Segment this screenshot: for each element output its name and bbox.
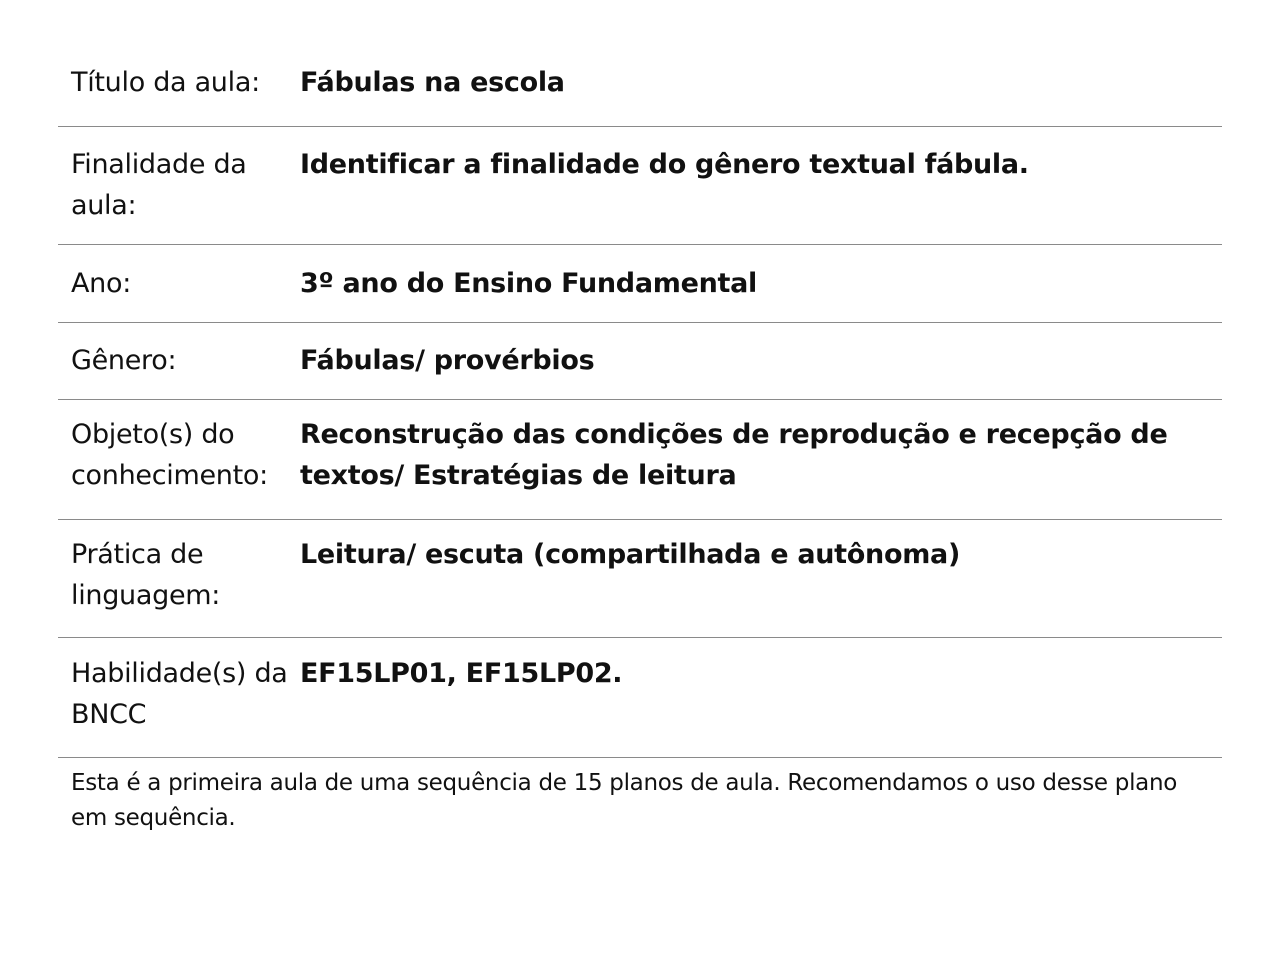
row-value-titulo: Fábulas na escola	[300, 67, 565, 98]
row-label-pratica: Prática de linguagem:	[71, 539, 221, 611]
row-finalidade	[58, 127, 1222, 245]
row-ano	[58, 245, 1222, 323]
row-label-finalidade: Finalidade da aula:	[71, 149, 247, 221]
row-value-pratica: Leitura/ escuta (compartilhada e autônoma)	[300, 539, 961, 570]
row-label-ano: Ano:	[71, 268, 131, 299]
row-value-finalidade: Identificar a finalidade do gênero textual fábula.	[300, 149, 1029, 180]
row-value-genero: Fábulas/ provérbios	[300, 345, 595, 376]
lesson-plan-table	[58, 0, 1222, 836]
sequence-note: Esta é a primeira aula de uma sequência de 15 planos de aula. Recomendamos o uso desse plano em sequência.	[71, 770, 1178, 831]
row-value-objeto: Reconstrução das condições de reprodução e recepção de textos/ Estratégias de leitura	[300, 419, 1168, 491]
row-label-habilidade: Habilidade(s) da BNCC	[71, 658, 288, 730]
row-titulo	[58, 0, 1222, 127]
row-label-genero: Gênero:	[71, 345, 177, 376]
row-pratica	[58, 520, 1222, 638]
row-objeto	[58, 400, 1222, 520]
row-genero	[58, 323, 1222, 400]
row-label-titulo: Título da aula:	[71, 67, 260, 98]
row-value-habilidade: EF15LP01, EF15LP02.	[300, 658, 623, 689]
row-label-objeto: Objeto(s) do conhecimento:	[71, 419, 268, 491]
row-habilidade	[58, 638, 1222, 758]
row-value-ano: 3º ano do Ensino Fundamental	[300, 268, 757, 299]
